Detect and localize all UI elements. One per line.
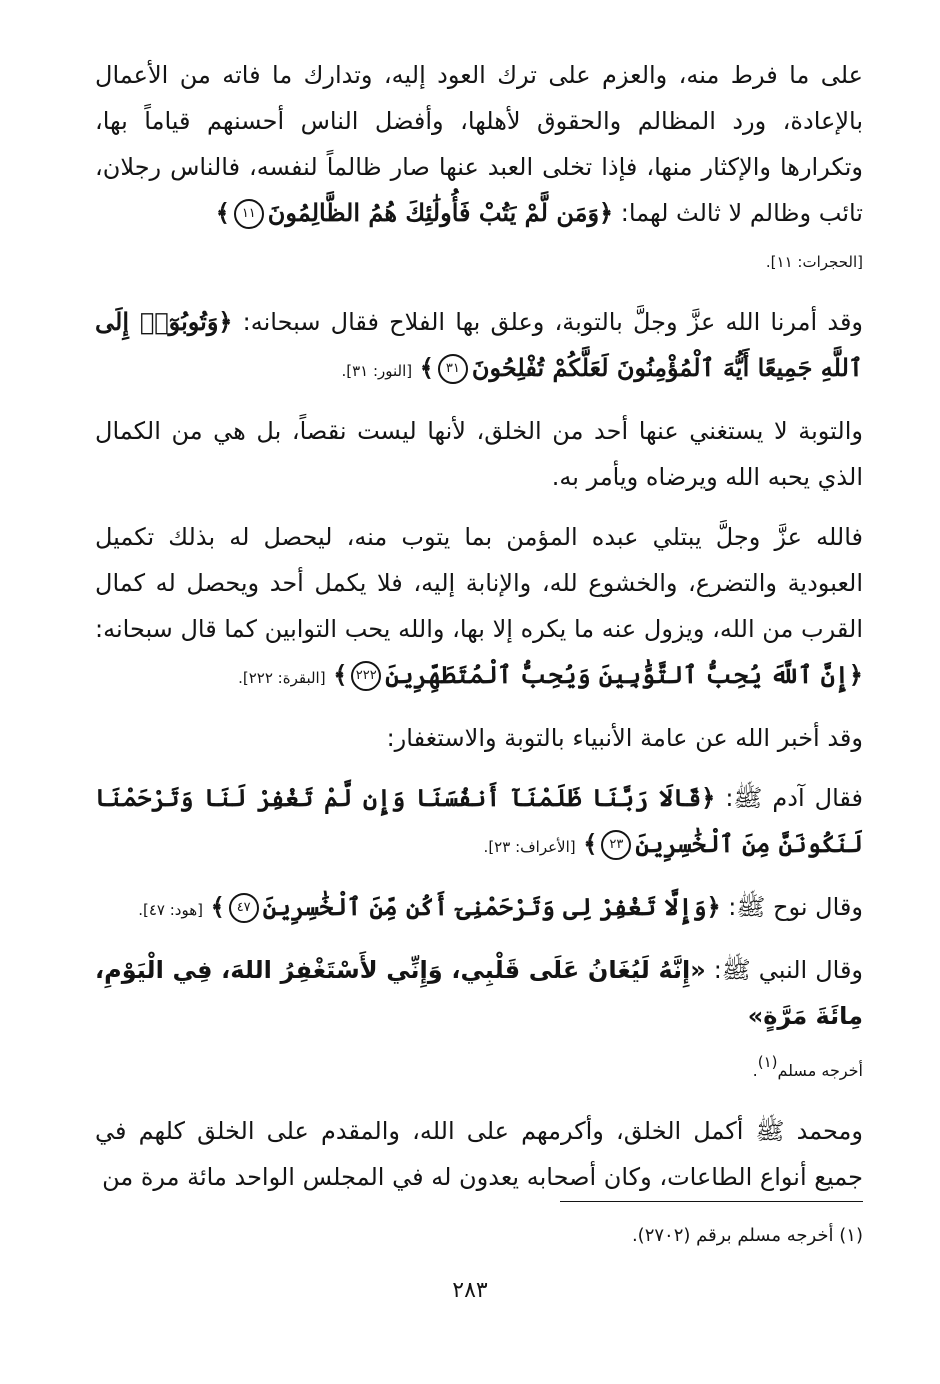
verse-reference: [الأعراف: ٢٣]. — [483, 838, 576, 856]
footnote-marker[interactable]: (١) — [757, 1053, 778, 1071]
verse-reference: [النور: ٣١]. — [341, 362, 413, 380]
hadith-text: «إِنَّهُ لَيُغَانُ عَلَى قَلْبِي، وَإِنِّي لأَسْتَغْفِرُ اللهَ، فِي الْيَوْمِ، مِائَةَ مَرَّةٍ» — [95, 956, 863, 1030]
verse-close-bracket: ﴾ — [419, 353, 434, 382]
page-body — [95, 52, 863, 1214]
paragraph-prophets-intro — [95, 715, 863, 761]
paragraph-trial-of-believer — [95, 514, 863, 701]
paragraph-command-to-repent — [95, 299, 863, 394]
verse-reference: [هود: ٤٧]. — [138, 901, 203, 919]
page-number: ٢٨٣ — [452, 1278, 488, 1303]
paragraph-text: على ما فرط منه، والعزم على ترك العود إليه، وتدارك ما فاته من الأعمال بالإعادة، ورد المظالم والحقوق لأهلها، وأفضل الناس أحسنهم قياماً بها، وتكرارها والإكثار منها، فإذا تخلى العبد عنها صار ظالماً لنفسه، فالناس رجلان، تائب وظالم لا ثالث لهما: — [95, 61, 863, 227]
paragraph-adam — [95, 775, 863, 870]
quran-verse: ﴿وَتُوبُوٓا۟ إِلَى ٱللَّهِ جَمِيعًا أَيُّهَ ٱلْمُؤْمِنُونَ لَعَلَّكُمْ تُفْلِحُونَ — [95, 307, 863, 382]
ayah-number-marker: ٢٣ — [601, 830, 631, 860]
paragraph-repentance-perfection — [95, 408, 863, 500]
quran-verse: ﴿وَإِلَّا تَغْفِرْ لِى وَتَرْحَمْنِىٓ أَكُن مِّنَ ٱلْخَٰسِرِينَ — [262, 892, 721, 921]
paragraph-nuh — [95, 884, 863, 933]
paragraph-text: والتوبة لا يستغني عنها أحد من الخلق، لأنها ليست نقصاً، بل هي من الكمال الذي يحبه الله ويرضاه ويأمر به. — [95, 417, 863, 491]
paragraph-prophet-hadith — [95, 947, 863, 1094]
paragraph-text: فالله عزَّ وجلَّ يبتلي عبده المؤمن بما يتوب منه، ليحصل له بذلك تكميل العبودية والتضرع، والخشوع لله، والإنابة إليه، فلا يكمل أحد ويحصل له كمال القرب من الله، ويزول عنه ما يكره إلا بها، والله يحب التوابين كما قال سبحانه: — [95, 523, 863, 643]
ayah-number-marker: ٤٧ — [229, 893, 259, 923]
footnote: (١) أخرجه مسلم برقم (٢٧٠٢). — [631, 1225, 863, 1246]
verse-close-bracket: ﴾ — [583, 829, 598, 858]
paragraph-text: وقد أمرنا الله عزَّ وجلَّ بالتوبة، وعلق بها الفلاح فقال سبحانه: — [232, 308, 864, 336]
quran-verse: ﴿وَمَن لَّمْ يَتُبْ فَأُولَٰئِكَ هُمُ الظَّالِمُونَ — [267, 198, 614, 227]
quran-verse: ﴿إِنَّ ٱللَّهَ يُحِبُّ ٱلتَّوَّٰبِينَ وَيُحِبُّ ٱلْمُتَطَهِّرِينَ — [385, 660, 863, 689]
verse-close-bracket: ﴾ — [215, 198, 230, 227]
verse-reference: [البقرة: ٢٢٢]. — [238, 669, 326, 687]
verse-close-bracket: ﴾ — [333, 660, 348, 689]
quran-verse: ﴿قَالَا رَبَّنَا ظَلَمْنَآ أَنفُسَنَا وَإِن لَّمْ تَغْفِرْ لَنَا وَتَرْحَمْنَا لَنَكُونَنَّ مِنَ ٱلْخَٰسِرِينَ — [95, 783, 863, 858]
paragraph-text: ومحمد ﷺ أكمل الخلق، وأكرمهم على الله، والمقدم على الخلق كلهم في جميع أنواع الطاعات، وكان أصحابه يعدون له في المجلس الواحد مائة مرة من — [95, 1117, 863, 1191]
hadith-source: أخرجه مسلم — [777, 1061, 863, 1080]
ayah-number-marker: ٣١ — [438, 354, 468, 384]
ayah-number-marker: ٢٢٢ — [351, 661, 381, 691]
paragraph-muhammad-perfection — [95, 1108, 863, 1200]
paragraph-text: وقد أخبر الله عن عامة الأنبياء بالتوبة والاستغفار: — [386, 724, 863, 752]
verse-reference: [الحجرات: ١١]. — [765, 253, 863, 271]
footnote-divider — [560, 1201, 863, 1202]
hadith-source-end: . — [752, 1061, 758, 1080]
ayah-number-marker: ١١ — [234, 199, 264, 229]
verse-close-bracket: ﴾ — [210, 892, 225, 921]
paragraph-text: وقال النبي ﷺ: — [705, 956, 864, 984]
paragraph-repentance-conditions — [95, 52, 863, 285]
paragraph-text: فقال آدم ﷺ: — [715, 784, 864, 812]
paragraph-text: وقال نوح ﷺ: — [720, 893, 863, 921]
